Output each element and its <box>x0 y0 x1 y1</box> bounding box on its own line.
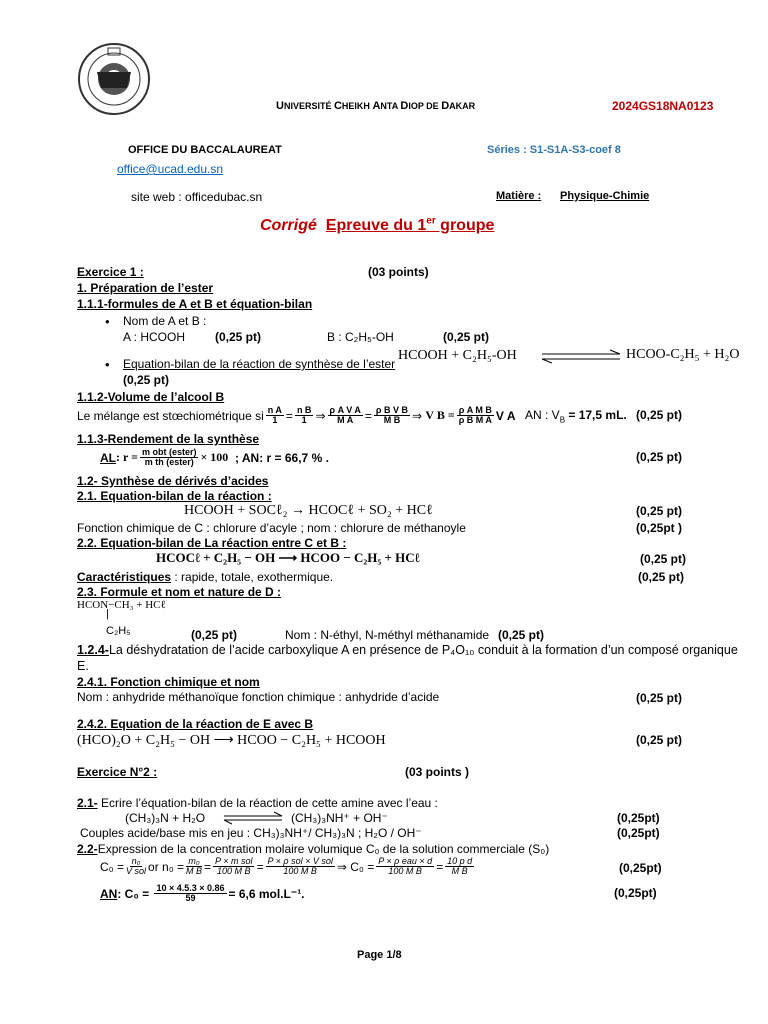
ester-equation-right: HCOO-C₂H₅ + H₂O <box>626 347 740 362</box>
section-124-text: 1.2.4-La déshydratation de l’acide carboxylique A en présence de P₄O₁₀ conduit à la formation d’un composé organique <box>77 643 738 657</box>
volume-b-answer: AN : $V_B = 17,5$ mL. <box>525 408 627 425</box>
concentration-expression: C₀ = $\frac{\text{n₀}}{\text{V sol}}$ or n₀ = $\frac{\text{m₀}}{\text{M B}}$ = $\frac{\text{P × m sol}}{\text{100 M B}}$ = $\frac{\text{P × ρ sol × V sol}}{\text{100 M B}}$ ⇒ C₀ = $\frac{\text{P × ρ eau × d}}{\text{100 M B}}$ = $\frac{\text{10 p d}}{\text{M B}}$ <box>100 856 473 877</box>
section-12-heading: 1.2- Synthèse de dérivés d’acides <box>77 474 269 488</box>
amine-equation-left: (CH₃)₃N + H₂O <box>125 811 206 825</box>
points-yield: (0,25 pt) <box>636 450 683 464</box>
points-22: (0,25 pt) <box>640 552 687 566</box>
section-124-e: E. <box>77 659 89 673</box>
formula-d-bond: | <box>106 608 109 620</box>
formula-d: HCON−CH₃ + HCℓ <box>77 599 166 611</box>
points-concentration: (0,25pt) <box>619 861 662 875</box>
section-21-heading: 2.1. Equation-bilan de la réaction : <box>77 489 272 503</box>
bullet-name-a-b: • Nom de A et B : <box>123 314 206 328</box>
equation-21: HCOOH + SOCℓ₂ → HCOCℓ + SO₂ + HCℓ <box>184 503 433 518</box>
equilibrium-arrow-icon <box>222 811 284 825</box>
equilibrium-arrow-icon <box>540 348 622 364</box>
stoichiometry-line: Le mélange est stœchiométrique si $\frac{\text{n A}}{1}$ = $\frac{\text{n B}}{1}$ ⇒ $\frac{\text{ρ A V A}}{\text{M A}}$ = $\frac{\text{ρ B V B}}{\text{M B}}$ ⇒ V B = $\frac{\text{ρ A M B}}{\text{ρ B M A}}$ V A <box>77 405 516 426</box>
points-21: (0,25 pt) <box>636 504 683 518</box>
exercise2-points: (03 points ) <box>405 765 470 779</box>
points-answer: (0,25pt) <box>614 886 657 900</box>
ester-equation-left: HCOOH + C₂H₅-OH <box>398 348 517 363</box>
exam-code: 2024GS18NA0123 <box>612 99 714 113</box>
characteristics-line: Caractéristiques : rapide, totale, exothermique. <box>77 570 334 584</box>
section-241-heading: 2.4.1. Fonction chimique et nom <box>77 675 260 689</box>
points-242: (0,25 pt) <box>636 733 683 747</box>
equation-242: (HCO)₂O + C₂H₅ − OH ⟶ HCOO − C₂H₅ + HCOOH <box>77 733 386 748</box>
formula-a: A : HCOOH <box>123 330 186 344</box>
series-info: Séries : S1-S1A-S3-coef 8 <box>487 144 621 156</box>
section-23-heading: 2.3. Formule et nom et nature de D : <box>77 585 282 599</box>
name-e: Nom : anhydride méthanoïque fonction chimique : anhydride d’acide <box>77 690 440 704</box>
bullet-equation-ester: • Equation-bilan de la réaction de synthèse de l’ester <box>123 357 395 371</box>
points-ex2-21: (0,25pt) <box>617 811 660 825</box>
document-title: Corrigé Epreuve du 1er groupe <box>260 215 495 234</box>
website-text: site web : officedubac.sn <box>131 190 263 204</box>
points-name-d: (0,25 pt) <box>498 628 545 642</box>
university-name: UNIVERSITÉ CHEIKH ANTA DIOP DE DAKAR <box>276 100 476 112</box>
points-volume: (0,25 pt) <box>636 408 683 422</box>
points-couples: (0,25pt) <box>617 826 660 840</box>
points-e: (0,25 pt) <box>636 691 683 705</box>
concentration-answer: AN : C₀ = $\frac{10 \times 4.5.3 \times 0.86}{59}$ = 6,6 mol.L⁻¹. <box>100 883 305 904</box>
points-characteristics: (0,25 pt) <box>638 570 685 584</box>
acid-base-couples: Couples acide/base mis en jeu : CH₃)₃NH⁺/ CH₃)₃N ; H₂O / OH⁻ <box>80 826 422 840</box>
section-113-heading: 1.1.3-Rendement de la synthèse <box>77 432 260 446</box>
section-242-heading: 2.4.2. Equation de la réaction de E avec B <box>77 717 314 731</box>
subject-label: Matière : <box>496 190 542 202</box>
section-ex2-22: 2.2-Expression de la concentration molaire volumique C₀ de la solution commerciale (S₀) <box>77 842 550 856</box>
name-d: Nom : N-éthyl, N-méthyl méthanamide <box>285 628 490 642</box>
points-function-c: (0,25pt ) <box>636 521 683 535</box>
section-111-heading: 1.1.1-formules de A et B et équation-bilan <box>77 297 313 311</box>
amine-equation-right: (CH₃)₃NH⁺ + OH⁻ <box>291 811 388 825</box>
exercise2-title: Exercice N°2 : <box>77 765 158 779</box>
office-name: OFFICE DU BACCALAUREAT <box>128 144 282 156</box>
section-22-heading: 2.2. Equation-bilan de La réaction entre C et B : <box>77 536 347 550</box>
points-equation: (0,25 pt) <box>123 373 170 387</box>
section-ex2-21: 2.1- Ecrire l’équation-bilan de la réaction de cette amine avec l’eau : <box>77 796 438 810</box>
formula-b: B : C₂H₅-OH <box>327 330 394 344</box>
office-email-link[interactable]: office@ucad.edu.sn <box>117 162 224 176</box>
points-formula-d: (0,25 pt) <box>191 628 238 642</box>
equation-22: HCOCℓ + C₂H₅ − OH ⟶ HCOO − C₂H₅ + HCℓ <box>156 550 420 565</box>
section-112-heading: 1.1.2-Volume de l’alcool B <box>77 390 225 404</box>
university-seal-logo <box>77 42 151 116</box>
section-1-heading: 1. Préparation de l’ester <box>77 281 214 295</box>
exercise1-points: (03 points) <box>368 265 429 279</box>
points-a: (0,25 pt) <box>215 330 262 344</box>
points-b: (0,25 pt) <box>443 330 490 344</box>
page-number: Page 1/8 <box>357 949 402 961</box>
function-c-text: Fonction chimique de C : chlorure d’acyle ; nom : chlorure de méthanoyle <box>77 521 466 535</box>
formula-d-substituent: C₂H₅ <box>106 625 131 637</box>
yield-formula: AL : r = $\frac{\text{m obt (ester)}}{\text{m th (ester)}}$ × 100 ; AN: r = 66,7 % . <box>100 447 329 468</box>
subject-value: Physique-Chimie <box>560 190 650 202</box>
exercise1-title: Exercice 1 : <box>77 265 144 279</box>
